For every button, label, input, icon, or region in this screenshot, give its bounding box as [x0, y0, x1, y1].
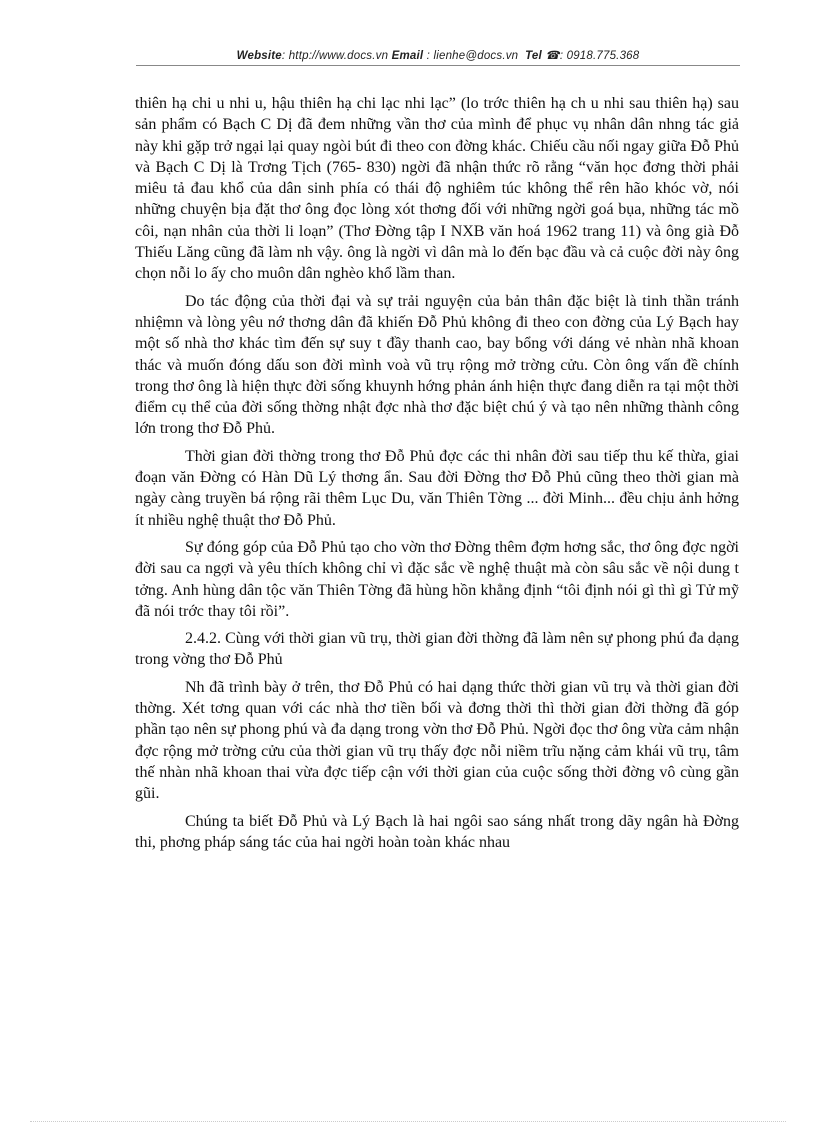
document-body: [135, 93, 739, 859]
paragraph: Thời gian đời thờng trong thơ Đỗ Phủ đợc các thi nhân đời sau tiếp thu kế thừa, giai đoạn văn Đờng có Hàn Dũ Lý thơng ẩn. Sau đời Đờng thơ Đỗ Phủ cũng theo thời gian mà ngày càng truyền bá rộng rãi thêm Lục Du, văn Thiên Tờng ... đời Minh... đều chịu ảnh hởng ít nhiều nghệ thuật thơ Đỗ Phủ.: [135, 447, 739, 529]
page-header: [136, 48, 740, 62]
header-divider: [136, 65, 740, 66]
paragraph: Sự đóng góp của Đỗ Phủ tạo cho vờn thơ Đờng thêm đợm hơng sắc, thơ ông đợc ngời đời sau ca ngợi và yêu thích không chỉ vì đặc sắc về nghệ thuật mà còn sâu sắc về nội dung t tởng. Anh hùng dân tộc văn Thiên Tờng đã hùng hồn khẳng định “tôi định nói gì thì gì Tử mỹ đã nói trớc thay tôi rồi”.: [135, 538, 739, 620]
paragraph: Nh đã trình bày ở trên, thơ Đỗ Phủ có hai dạng thức thời gian vũ trụ và thời gian đời thờng. Xét tơng quan với các nhà thơ tiền bối và đơng thời thì thời gian đời thờng đã góp phần tạo nên sự phong phú và đa dạng trong vờn thơ Đỗ Phủ. Ngời đọc thơ ông vừa cảm nhận đợc rộng mở trờng cửu của thời gian vũ trụ thấy đợc nỗi niềm trĩu nặng cảm khái vũ trụ, tâm thế nhàn nhã khoan thai vừa đợc tiếp cận với thời gian của cuộc sống thời đờng vô cùng gần gũi.: [135, 678, 739, 803]
email-value: : lienhe@docs.vn: [423, 50, 519, 62]
section-heading: 2.4.2. Cùng với thời gian vũ trụ, thời gian đời thờng đã làm nên sự phong phú đa dạng trong vờng thơ Đỗ Phủ: [135, 630, 739, 669]
email-label: Email: [391, 50, 424, 62]
website-label: Website: [236, 50, 282, 62]
page-bottom-border: [30, 1121, 786, 1122]
paragraph: Do tác động của thời đại và sự trải nguyện của bản thân đặc biệt là tinh thần tránh nhiệmn và lòng yêu nớ thơng dân đã khiến Đỗ Phủ không đi theo con đờng của Lý Bạch hay một số nhà thơ khác tìm đến sự suy t đầy thanh cao, bay bổng với dáng vẻ nhàn nhã khoan thác và muốn đóng dấu son đời mình voà vũ trụ rộng mở trờng cửu. Còn ông vấn đề chính trong thơ ông là hiện thực đời sống khuynh hớng phản ánh hiện thực đang diễn ra tại một thời điểm cụ thể của đời sống thờng nhật đợc nhà thơ đặc biệt chú ý và tạo nên những thành công lớn trong thơ Đỗ Phủ.: [135, 292, 739, 438]
website-value: : http://www.docs.vn: [281, 50, 389, 62]
paragraph: Chúng ta biết Đỗ Phủ và Lý Bạch là hai ngôi sao sáng nhất trong dãy ngân hà Đờng thi, phơng pháp sáng tác của hai ngời hoàn toàn khác nhau: [135, 812, 739, 851]
phone-icon: ☎: [545, 50, 560, 62]
tel-value: : 0918.775.368: [559, 50, 640, 62]
tel-label: Tel: [525, 50, 542, 62]
paragraph: thiên hạ chi u nhi u, hậu thiên hạ chi lạc nhi lạc” (lo trớc thiên hạ ch u nhi sau thiên hạ) sau sản phẩm có Bạch C Dị đã đem những vần thơ của mình để phục vụ nhân dân nhng tác giả này khi gặp trở ngại lại quay ngòi bút đi theo con đờng khác. Chiếu cầu nối ngay giữa Đỗ Phủ và Bạch C Dị là Trơng Tịch (765- 830) ngời đã nhận thức rõ rằng “văn học đơng thời phải miêu tả đau khổ của dân sinh phía có thái độ nghiêm túc không thể rên hão khóc vờ, nói những chuyện bịa đặt thơ ông đọc lòng xót thơng đối với những ngời goá bụa, những tác mồ côi, nạn nhân của thời li loạn” (Thơ Đờng tập I NXB văn hoá 1962 trang 11) và ông già Đỗ Thiếu Lăng cũng đã làm nh vậy. ông là ngời vì dân mà lo đến bạc đầu và cả cuộc đời này ông chọn nỗi lo ấy cho muôn dân nghèo khổ lầm than.: [135, 95, 739, 283]
